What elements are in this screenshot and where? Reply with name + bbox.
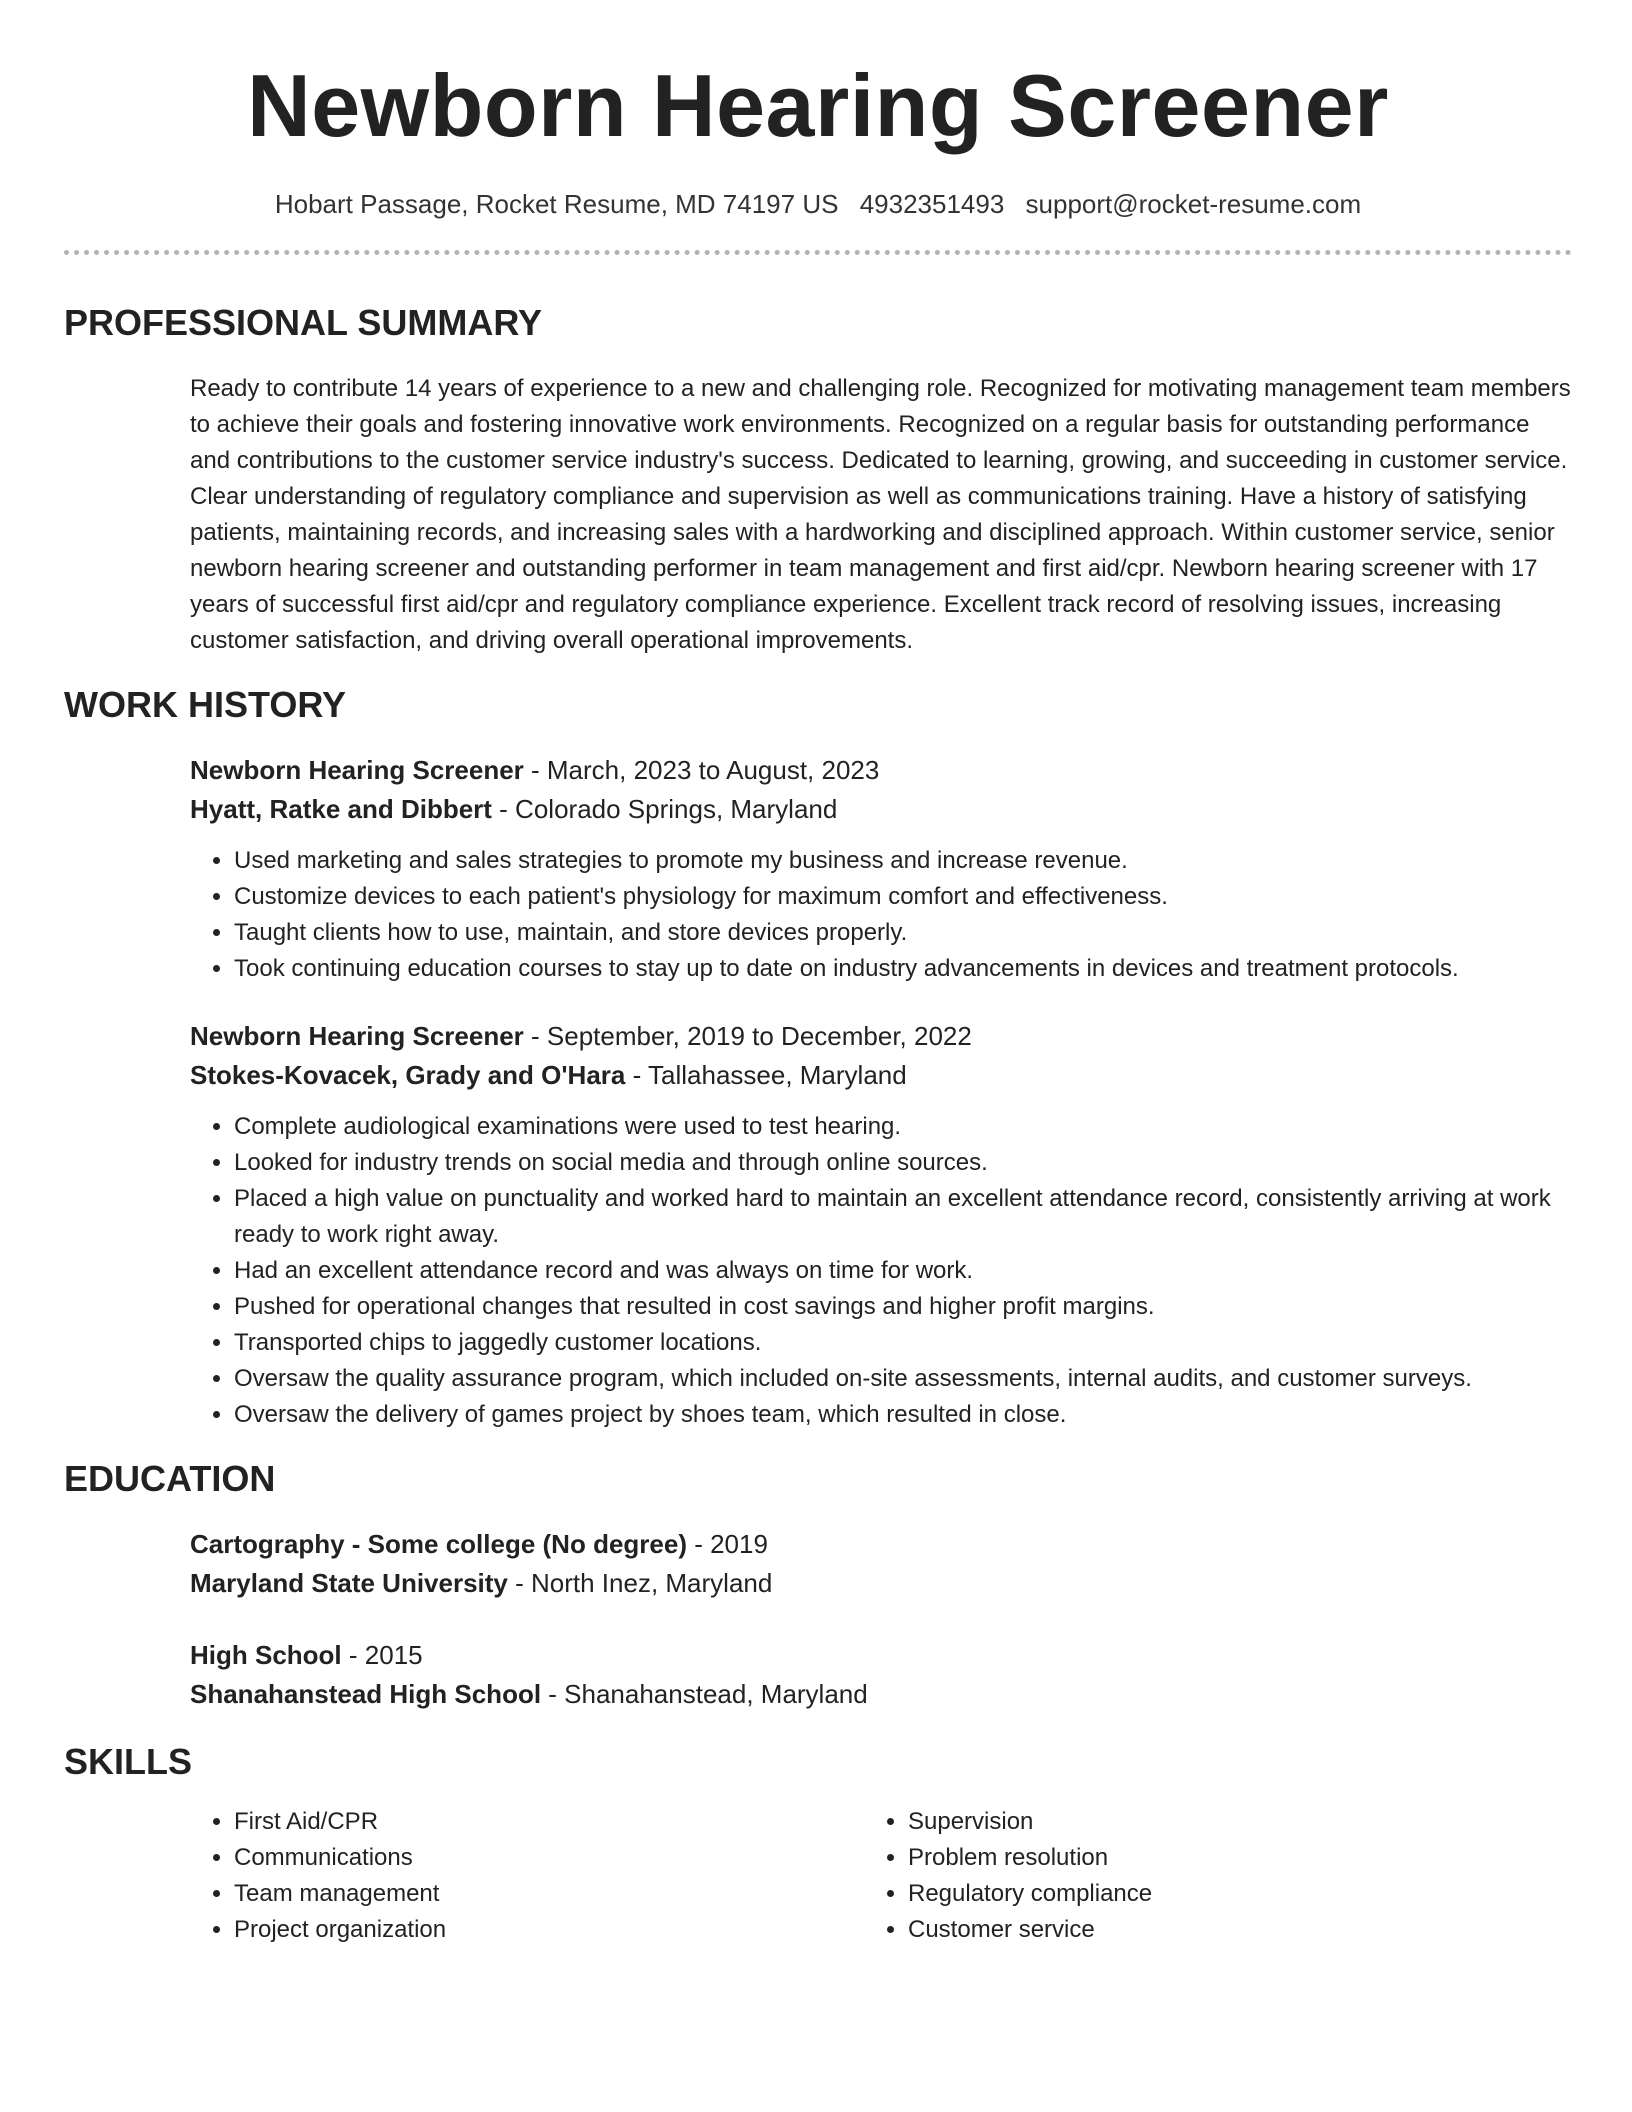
list-item: • Taught clients how to use, maintain, and store devices properly. bbox=[234, 915, 1572, 951]
education-heading: EDUCATION bbox=[64, 1458, 276, 1499]
list-item: • Complete audiological examinations were used to test hearing. bbox=[234, 1109, 1572, 1145]
education-degree: Cartography - Some college (No degree) bbox=[190, 1529, 687, 1559]
education-year: - 2019 bbox=[686, 1529, 768, 1559]
job-company-line bbox=[190, 1056, 1572, 1095]
education-school-line bbox=[190, 1675, 1572, 1714]
list-item: • Transported chips to jaggedly customer locations. bbox=[234, 1325, 1572, 1361]
contact-email: support@rocket-resume.com bbox=[1025, 189, 1362, 219]
skills-grid bbox=[190, 1804, 1572, 1948]
job-company-line bbox=[190, 790, 1572, 829]
job-bullets bbox=[190, 1109, 1572, 1433]
list-item: • Oversaw the quality assurance program, which included on-site assessments, internal audits, and customer surveys. bbox=[234, 1361, 1572, 1397]
list-item: • Looked for industry trends on social media and through online sources. bbox=[234, 1145, 1572, 1181]
education-location: - Shanahanstead, Maryland bbox=[541, 1679, 868, 1709]
job-location: - Colorado Springs, Maryland bbox=[491, 794, 838, 824]
summary-text: Ready to contribute 14 years of experience to a new and challenging role. Recognized for motivating management team members to achieve their goals and fostering innovative work environments. Recognized on a regular basis for outstanding performance and contributions to the customer service industry's success. Dedicated to learning, growing, and succeeding in customer service. Clear understanding of regulatory compliance and supervision as well as communications training. Have a history of satisfying patients, maintaining records, and increasing sales with a hardworking and disciplined approach. Within customer service, senior newborn hearing screener and outstanding performer in team management and first aid/cpr. Newborn hearing screener with 17 years of successful first aid/cpr and regulatory compliance experience. Excellent track record of resolving issues, increasing customer satisfaction, and driving overall operational improvements. bbox=[190, 375, 1571, 654]
education-year: - 2015 bbox=[341, 1640, 423, 1670]
list-item: • Pushed for operational changes that resulted in cost savings and higher profit margins. bbox=[234, 1289, 1572, 1325]
job-role: Newborn Hearing Screener bbox=[190, 1021, 524, 1051]
education-section bbox=[190, 1525, 1572, 1714]
education-degree-line bbox=[190, 1525, 1572, 1564]
education-school-line bbox=[190, 1564, 1572, 1603]
job-entry bbox=[190, 751, 1572, 987]
job-location: - Tallahassee, Maryland bbox=[625, 1060, 907, 1090]
list-item: • Placed a high value on punctuality and worked hard to maintain an excellent attendance record, consistently arriving at work ready to work right away. bbox=[234, 1181, 1572, 1253]
list-item: • Oversaw the delivery of games project by shoes team, which resulted in close. bbox=[234, 1397, 1572, 1433]
job-dates: - September, 2019 to December, 2022 bbox=[523, 1021, 972, 1051]
contact-phone: 4932351493 bbox=[859, 189, 1005, 219]
list-item: • Customize devices to each patient's physiology for maximum comfort and effectiveness. bbox=[234, 879, 1572, 915]
job-bullets bbox=[190, 843, 1572, 987]
job-dates: - March, 2023 to August, 2023 bbox=[523, 755, 880, 785]
work-history-heading: WORK HISTORY bbox=[64, 684, 347, 725]
contact-line bbox=[64, 188, 1572, 220]
job-title-line bbox=[190, 751, 1572, 790]
summary-section bbox=[190, 371, 1572, 659]
contact-address: Hobart Passage, Rocket Resume, MD 74197 US bbox=[274, 189, 839, 219]
skill-item: • Regulatory compliance bbox=[908, 1876, 1538, 1912]
skills-section bbox=[190, 1804, 1572, 1948]
skill-item: • Supervision bbox=[908, 1804, 1538, 1840]
job-role: Newborn Hearing Screener bbox=[190, 755, 524, 785]
skill-item: • Communications bbox=[234, 1840, 864, 1876]
skill-item: • Problem resolution bbox=[908, 1840, 1538, 1876]
work-history-section bbox=[190, 751, 1572, 1433]
header-divider bbox=[64, 250, 1572, 255]
skill-item: • Project organization bbox=[234, 1912, 864, 1948]
skill-item: • Team management bbox=[234, 1876, 864, 1912]
resume-page bbox=[64, 0, 1572, 1948]
education-location: - North Inez, Maryland bbox=[507, 1568, 773, 1598]
list-item: • Used marketing and sales strategies to promote my business and increase revenue. bbox=[234, 843, 1572, 879]
skill-item: • First Aid/CPR bbox=[234, 1804, 864, 1840]
skills-heading: SKILLS bbox=[64, 1741, 193, 1782]
skill-item: • Customer service bbox=[908, 1912, 1538, 1948]
list-item: • Took continuing education courses to stay up to date on industry advancements in devices and treatment protocols. bbox=[234, 951, 1572, 987]
job-company: Stokes-Kovacek, Grady and O'Hara bbox=[190, 1060, 626, 1090]
summary-heading: PROFESSIONAL SUMMARY bbox=[64, 302, 543, 343]
job-company: Hyatt, Ratke and Dibbert bbox=[190, 794, 492, 824]
candidate-name: Newborn Hearing Screener bbox=[247, 56, 1389, 155]
skills-column-left bbox=[190, 1804, 864, 1948]
list-item: • Had an excellent attendance record and was always on time for work. bbox=[234, 1253, 1572, 1289]
job-title-line bbox=[190, 1017, 1572, 1056]
education-entry bbox=[190, 1525, 1572, 1603]
education-school: Maryland State University bbox=[190, 1568, 508, 1598]
education-degree: High School bbox=[190, 1640, 342, 1670]
skills-column-right bbox=[864, 1804, 1538, 1948]
education-school: Shanahanstead High School bbox=[190, 1679, 542, 1709]
job-entry bbox=[190, 1017, 1572, 1433]
education-entry bbox=[190, 1636, 1572, 1714]
education-degree-line bbox=[190, 1636, 1572, 1675]
